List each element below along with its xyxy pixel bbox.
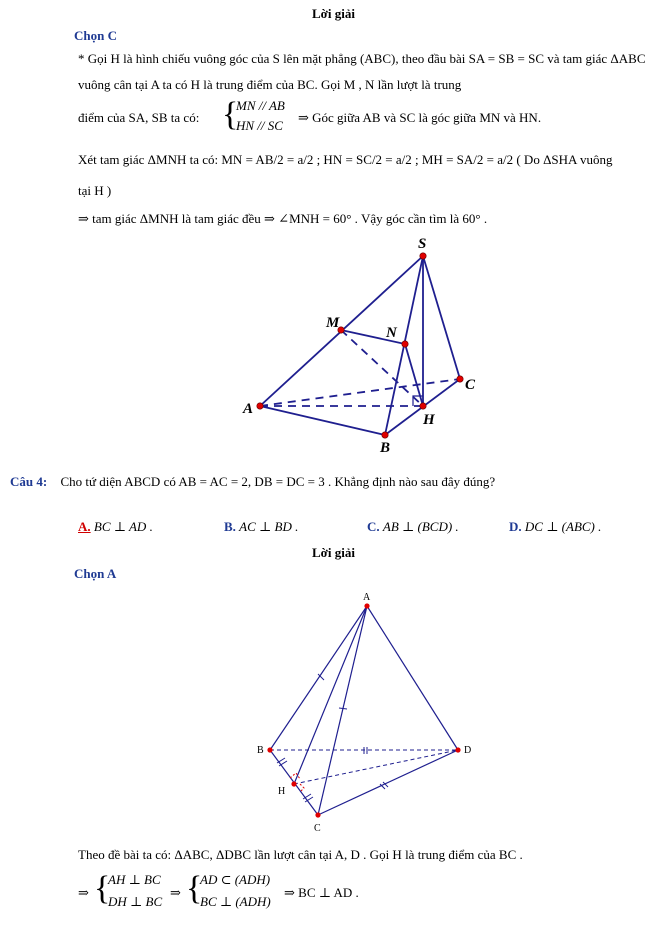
tetrahedron-figure bbox=[240, 588, 480, 838]
system-2a-brace: { bbox=[94, 870, 111, 907]
system-2b-line-1: AD ⊂ (ADH) bbox=[200, 872, 271, 887]
edge-AB bbox=[270, 606, 367, 750]
option-b-text: AC ⊥ BD . bbox=[239, 519, 299, 534]
tick-AC bbox=[339, 708, 347, 709]
system-2a-line-1: AH ⊥ BC bbox=[108, 872, 161, 887]
question-label: Câu 4: bbox=[10, 474, 48, 489]
option-c-letter: C. bbox=[367, 519, 380, 534]
label-H: H bbox=[278, 786, 286, 797]
option-d-letter: D. bbox=[509, 519, 522, 534]
solution-title: Lời giải bbox=[312, 6, 355, 21]
option-a-letter: A. bbox=[78, 519, 91, 534]
solution-paragraph-5: ⇒ tam giác ΔMNH là tam giác đều ⇒ ∠MNH = 60° . Vậy góc cần tìm là 60° . bbox=[78, 211, 488, 226]
point-C bbox=[457, 376, 463, 382]
point-A bbox=[257, 403, 263, 409]
system-2a-line-2: DH ⊥ BC bbox=[108, 894, 163, 909]
point-D bbox=[455, 747, 460, 752]
point-B bbox=[267, 747, 272, 752]
solution-2-implication: ⇒ bbox=[78, 885, 89, 900]
solution-2-paragraph-1: Theo đề bài ta có: ΔABC, ΔDBC lần lượt cân tại A, D . Gọi H là trung điểm của BC . bbox=[78, 847, 523, 862]
edge-AB bbox=[260, 406, 385, 435]
chosen-answer: Chọn C bbox=[74, 28, 117, 43]
label-A: A bbox=[363, 592, 371, 603]
edge-SC bbox=[423, 256, 460, 379]
segment-AH bbox=[294, 606, 367, 784]
label-C: C bbox=[465, 377, 476, 393]
point-B bbox=[382, 432, 388, 438]
pyramid-figure bbox=[235, 232, 495, 457]
system-line-1: MN // AB bbox=[236, 98, 285, 113]
point-S bbox=[420, 253, 426, 259]
solution-2-conclusion: ⇒ BC ⊥ AD . bbox=[284, 885, 359, 900]
label-N: N bbox=[386, 325, 397, 341]
point-H bbox=[291, 781, 296, 786]
label-S: S bbox=[418, 236, 427, 252]
segment-MH bbox=[341, 330, 423, 406]
solution-paragraph-4: tại H ) bbox=[78, 183, 112, 198]
option-b[interactable] bbox=[224, 519, 298, 535]
option-a[interactable] bbox=[78, 519, 153, 535]
system-brace: { bbox=[222, 96, 239, 133]
label-H: H bbox=[423, 412, 435, 428]
option-a-text: BC ⊥ AD . bbox=[93, 519, 153, 534]
option-d[interactable] bbox=[509, 519, 601, 535]
point-A bbox=[364, 603, 369, 608]
solution-paragraph-2b: ⇒ Góc giữa AB và SC là góc giữa MN và HN. bbox=[298, 110, 542, 125]
point-C bbox=[315, 812, 320, 817]
option-d-text: DC ⊥ (ABC) . bbox=[524, 519, 602, 534]
question-4 bbox=[10, 474, 495, 490]
label-M: M bbox=[326, 315, 340, 331]
edge-AC bbox=[318, 606, 367, 815]
chosen-answer-2: Chọn A bbox=[74, 566, 117, 581]
label-A: A bbox=[243, 401, 254, 417]
solution-2-title: Lời giải bbox=[312, 545, 355, 560]
point-N bbox=[402, 341, 408, 347]
segment-DH bbox=[294, 750, 458, 784]
edge-AD bbox=[367, 606, 458, 750]
point-H bbox=[420, 403, 426, 409]
system-2b-brace: { bbox=[186, 870, 203, 907]
solution-paragraph-2a: điểm của SA, SB ta có: bbox=[78, 110, 200, 125]
solution-2-implication-2: ⇒ bbox=[170, 885, 181, 900]
solution-paragraph-3: Xét tam giác ΔMNH ta có: MN = AB/2 = a/2 ; HN = SC/2 = a/2 ; MH = SA/2 = a/2 ( Do ΔSHA vuông bbox=[78, 152, 613, 167]
label-C: C bbox=[314, 823, 321, 834]
system-line-2: HN // SC bbox=[236, 118, 283, 133]
system-2b-line-2: BC ⊥ (ADH) bbox=[200, 894, 271, 909]
option-b-letter: B. bbox=[224, 519, 236, 534]
label-D: D bbox=[464, 745, 472, 756]
label-B: B bbox=[380, 440, 391, 456]
option-c-text: AB ⊥ (BCD) . bbox=[382, 519, 459, 534]
option-c[interactable] bbox=[367, 519, 459, 535]
solution-paragraph-1: * Gọi H là hình chiếu vuông góc của S lên mặt phẳng (ABC), theo đầu bài SA = SB = SC và tam giác ΔABC vuông cân tại A ta có H là trung điểm của BC. Gọi M , N lần lượt là trung bbox=[78, 51, 646, 92]
label-B: B bbox=[257, 745, 264, 756]
question-text: Cho tứ diện ABCD có AB = AC = 2, DB = DC = 3 . Khẳng định nào sau đây đúng? bbox=[60, 474, 496, 489]
edge-CD bbox=[318, 750, 458, 815]
